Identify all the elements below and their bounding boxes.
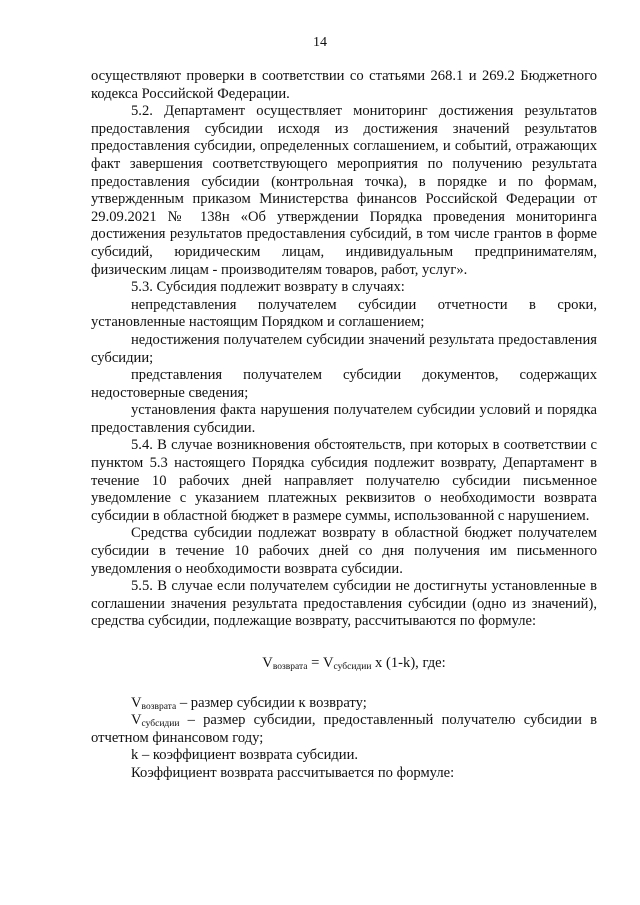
list-item-violation: установления факта нарушения получателем субсидии условий и порядка предоставления субсидии. [91,402,597,436]
paragraph-5-2: 5.2. Департамент осуществляет мониторинг достижения результатов предоставления субсидии исходя из достижения значений результатов предоставления субсидии, определенных соглашением, и событий, отражающих факт завершения соответствующего мероприятия по получению результата предоставления субсидии (контрольная точка), в порядке и по формам, утвержденным приказом Министерства финансов Российской Федерации от 29.09.2021 № 138н «Об утверждении Порядка проведения мониторинга достижения результатов предоставления субсидий, в том числе грантов в форме субсидий, юридическим лицам, индивидуальным предпринимателям, физическим лицам - производителям товаров, работ, услуг». [91,103,597,278]
document-body [91,68,597,783]
formula-v-subsidy: V [323,655,334,671]
list-item-results: недостижения получателем субсидии значений результата предоставления субсидии; [91,331,597,366]
def-sub: возврата [141,701,177,712]
list-item-documents: представления получателем субсидии документов, содержащих недостоверные сведения; [91,367,597,401]
formula-v-refund: V [262,655,273,671]
list-item-reporting: непредставления получателем субсидии отчетности в сроки, установленные настоящим Порядком и соглашением; [91,296,597,331]
refund-formula [91,655,597,673]
paragraph-5-4: 5.4. В случае возникновения обстоятельств, при которых в соответствии с пунктом 5.3 настоящего Порядка субсидия подлежит возврату, Департамент в течение 10 рабочих дней направляет получателю субсидии письменное уведомление с указанием платежных реквизитов о необходимости возврата субсидии в областной бюджет в размере суммы, использованной с нарушением. [91,437,597,524]
paragraph-5-3: 5.3. Субсидия подлежит возврату в случаях: [131,279,405,296]
def-text: – размер субсидии к возврату; [176,694,367,711]
def-sub: субсидии [141,719,180,730]
paragraph-continuation: осуществляют проверки в соответствии со статьями 268.1 и 269.2 Бюджетного кодекса Российской Федерации. [91,68,597,102]
definition-v-subsidy [91,712,597,747]
paragraph-5-5: 5.5. В случае если получателем субсидии не достигнуты установленные в соглашении значения результата предоставления субсидии (одно из значений), средства субсидии, подлежащие возврату, рассчитываются по формуле: [91,578,597,630]
def-text: – размер субсидии, предоставленный получателю субсидии в отчетном финансовом году; [91,712,597,746]
paragraph-refund-term: Средства субсидии подлежат возврату в областной бюджет получателем субсидии в течение 10 рабочих дней со дня получения им письменного уведомления о необходимости возврата субсидии. [91,525,597,577]
formula-equals: = [307,655,323,671]
definition-k: k – коэффициент возврата субсидии. [131,747,359,764]
formula-sub-refund: возврата [272,662,308,672]
formula-sub-subsidy: субсидии [333,662,372,672]
coefficient-intro: Коэффициент возврата рассчитывается по формуле: [131,764,455,781]
def-var: V [131,712,142,729]
definition-v-refund [91,695,597,713]
page-number: 14 [313,35,327,50]
def-var: V [131,694,142,711]
formula-rest: x (1-k), где: [371,655,446,671]
